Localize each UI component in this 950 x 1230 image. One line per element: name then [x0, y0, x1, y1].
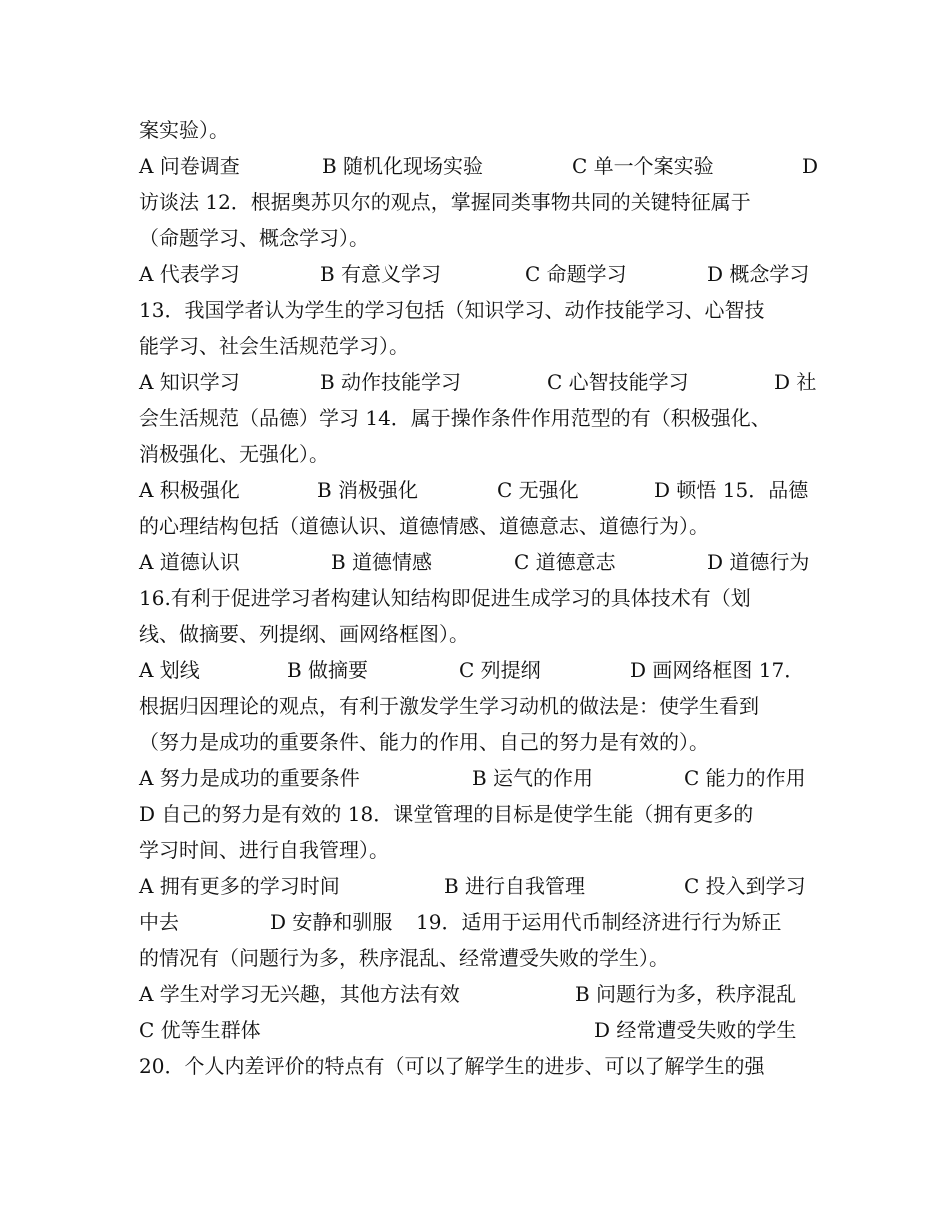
option-a: A 划线	[139, 658, 200, 682]
text-segment: 消极强化、无强化）。	[139, 442, 329, 466]
option-a: A 拥有更多的学习时间	[139, 874, 340, 898]
option-c: C 命题学习	[525, 262, 627, 286]
text-segment: 的情况有（问题行为多，秩序混乱、经常遭受失败的学生）。	[139, 946, 669, 970]
text-segment: 案实验）。	[139, 118, 229, 142]
text-line	[139, 580, 839, 616]
text-line	[139, 508, 839, 544]
option-d: D 安静和驯服	[270, 910, 393, 934]
text-line	[139, 1048, 839, 1084]
options-line	[139, 544, 839, 580]
option-c: C 列提纲	[459, 658, 541, 682]
option-d: D 经常遭受失败的学生	[594, 1018, 797, 1042]
text-segment: （努力是成功的重要条件、能力的作用、自己的努力是有效的）。	[139, 730, 709, 754]
text-segment: 线、做摘要、列提纲、画网络框图）。	[139, 622, 469, 646]
text-segment: 中去	[139, 910, 179, 934]
text-line	[139, 796, 839, 832]
text-segment: 20．个人内差评价的特点有（可以了解学生的进步、可以了解学生的强	[139, 1054, 765, 1078]
option-b: B 进行自我管理	[444, 874, 586, 898]
options-line	[139, 256, 839, 292]
option-d: D 社	[774, 370, 817, 394]
text-segment: 会生活规范（品德）学习 14．属于操作条件作用范型的有（积极强化、	[139, 406, 771, 430]
option-b: B 问题行为多，秩序混乱	[575, 982, 797, 1006]
text-segment: 的心理结构包括（道德认识、道德情感、道德意志、道德行为）。	[139, 514, 709, 538]
options-line	[139, 976, 839, 1012]
option-a: A 问卷调查	[139, 154, 240, 178]
text-line	[139, 616, 839, 652]
text-line	[139, 112, 839, 148]
option-a: A 积极强化	[139, 478, 240, 502]
options-line	[139, 868, 839, 904]
text-segment: 13．我国学者认为学生的学习包括（知识学习、动作技能学习、心智技	[139, 298, 765, 322]
option-a: A 努力是成功的重要条件	[139, 766, 360, 790]
text-segment: D 自己的努力是有效的 18．课堂管理的目标是使学生能（拥有更多的	[139, 802, 754, 826]
text-line	[139, 400, 839, 436]
text-line	[139, 940, 839, 976]
text-line	[139, 688, 839, 724]
option-d: D 概念学习	[707, 262, 810, 286]
text-segment: 访谈法 12．根据奥苏贝尔的观点，掌握同类事物共同的关键特征属于	[139, 190, 751, 214]
text-line	[139, 436, 839, 472]
option-c: C 单一个案实验	[572, 154, 714, 178]
option-b: B 消极强化	[317, 478, 419, 502]
option-b: B 有意义学习	[320, 262, 442, 286]
text-segment: 能学习、社会生活规范学习）。	[139, 334, 409, 358]
text-segment: 根据归因理论的观点，有利于激发学生学习动机的做法是：使学生看到	[139, 694, 759, 718]
options-line	[139, 1012, 839, 1048]
option-c: C 心智技能学习	[547, 370, 689, 394]
options-line	[139, 148, 839, 184]
option-d: D 顿悟 15．品德	[654, 478, 809, 502]
option-b: B 运气的作用	[472, 766, 594, 790]
text-segment: 16.有利于促进学习者构建认知结构即促进生成学习的具体技术有（划	[139, 586, 751, 610]
option-a: A 道德认识	[139, 550, 240, 574]
options-line	[139, 472, 839, 508]
option-d: D 画网络框图 17．	[630, 658, 805, 682]
option-c: C 优等生群体	[139, 1018, 261, 1042]
option-c: C 无强化	[497, 478, 579, 502]
option-c: C 投入到学习	[684, 874, 806, 898]
option-b: B 随机化现场实验	[322, 154, 484, 178]
option-a: A 代表学习	[139, 262, 240, 286]
option-c: C 能力的作用	[684, 766, 806, 790]
text-segment: （命题学习、概念学习）。	[139, 226, 369, 250]
text-segment: 19．适用于运用代币制经济进行行为矫正	[416, 910, 782, 934]
options-line	[139, 364, 839, 400]
option-d: D	[802, 154, 819, 178]
option-c: C 道德意志	[514, 550, 616, 574]
text-line	[139, 724, 839, 760]
text-line	[139, 220, 839, 256]
text-line	[139, 832, 839, 868]
option-a: A 知识学习	[139, 370, 240, 394]
text-segment: 学习时间、进行自我管理）。	[139, 838, 389, 862]
option-d: D 道德行为	[707, 550, 810, 574]
option-b: B 道德情感	[331, 550, 433, 574]
option-b: B 动作技能学习	[320, 370, 462, 394]
text-line	[139, 328, 839, 364]
option-b: B 做摘要	[287, 658, 369, 682]
options-line	[139, 652, 839, 688]
text-line	[139, 904, 839, 940]
option-a: A 学生对学习无兴趣，其他方法有效	[139, 982, 460, 1006]
text-line	[139, 292, 839, 328]
options-line	[139, 760, 839, 796]
text-line	[139, 184, 839, 220]
